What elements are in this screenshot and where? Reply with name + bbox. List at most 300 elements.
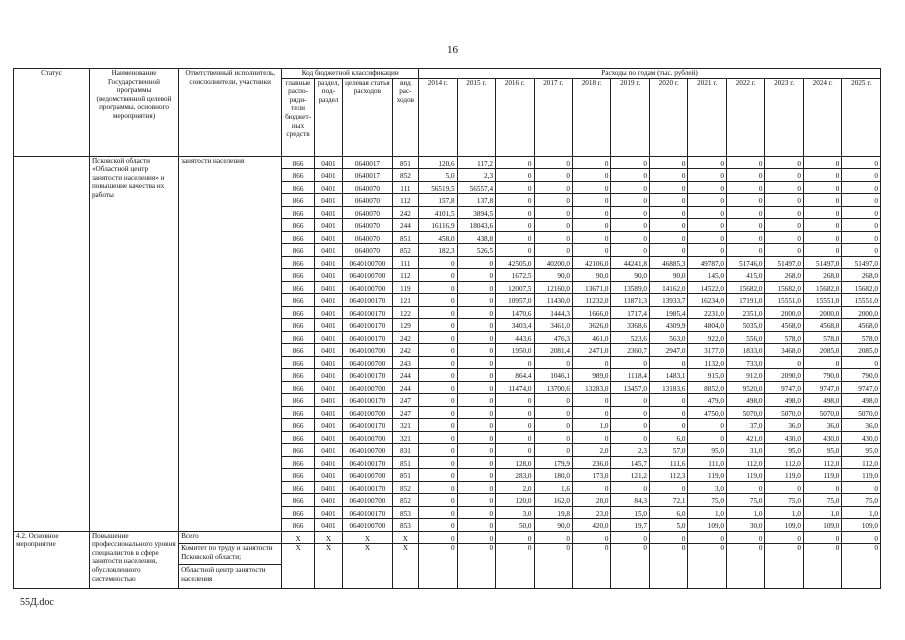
- code-cell: 866: [282, 344, 314, 357]
- code-cell: 0640070: [343, 181, 393, 194]
- code-cell: 0640100170: [343, 419, 393, 432]
- code-cell: 0640070: [343, 244, 393, 257]
- value-cell: 2000,0: [803, 306, 841, 319]
- status-cell: [14, 156, 90, 531]
- code-cell: 0401: [314, 431, 342, 444]
- value-cell: 1,0: [726, 506, 764, 519]
- value-cell: 15551,0: [803, 294, 841, 307]
- value-cell: 128,0: [496, 456, 534, 469]
- code-cell: 866: [282, 406, 314, 419]
- value-cell: 458,0: [419, 231, 457, 244]
- value-cell: 3368,6: [611, 319, 649, 332]
- value-cell: 3177,0: [688, 344, 726, 357]
- value-cell: 0: [611, 219, 649, 232]
- header-year: 2021 г.: [688, 78, 726, 156]
- value-cell: 72,1: [649, 494, 687, 507]
- value-cell: 90,0: [611, 269, 649, 282]
- code-cell: 851: [392, 469, 418, 482]
- header-name: Наименование Государственной программы (ведомственной целевой программы, основного мероприятия): [89, 69, 178, 157]
- value-cell: 36,0: [842, 419, 881, 432]
- value-cell: 2000,0: [842, 306, 881, 319]
- value-cell: 9520,0: [726, 381, 764, 394]
- code-cell: 0401: [314, 481, 342, 494]
- value-cell: 0: [765, 156, 803, 169]
- value-cell: 12160,0: [534, 281, 572, 294]
- participant-center: Областной центр занятости населения: [181, 566, 266, 583]
- code-cell: 866: [282, 519, 314, 532]
- value-cell: 563,0: [649, 331, 687, 344]
- value-cell: 0: [803, 231, 841, 244]
- value-cell: 51497,0: [842, 256, 881, 269]
- value-cell: 0: [688, 231, 726, 244]
- value-cell: 112,0: [765, 456, 803, 469]
- budget-table: [13, 68, 881, 589]
- value-cell: 430,0: [842, 431, 881, 444]
- code-cell: 244: [392, 381, 418, 394]
- value-cell: 0: [649, 219, 687, 232]
- code-cell: 866: [282, 319, 314, 332]
- value-cell: 90,0: [534, 519, 572, 532]
- code-cell: 129: [392, 319, 418, 332]
- value-cell: 120,6: [419, 156, 457, 169]
- value-cell: 0: [765, 244, 803, 257]
- value-cell: 0: [688, 244, 726, 257]
- value-cell: 0: [726, 206, 764, 219]
- value-cell: 0: [419, 469, 457, 482]
- value-cell: 0: [534, 206, 572, 219]
- participant-committee: Комитет по труду и занятости Псковской области;: [181, 544, 273, 561]
- header-year: 2023 г.: [765, 78, 803, 156]
- code-cell: 321: [392, 431, 418, 444]
- value-cell: 0: [726, 544, 764, 589]
- table-row: [14, 531, 881, 544]
- code-cell: 0640100170: [343, 319, 393, 332]
- value-cell: 733,0: [726, 356, 764, 369]
- value-cell: 0: [534, 394, 572, 407]
- value-cell: 0: [496, 356, 534, 369]
- code-cell: 0401: [314, 169, 342, 182]
- value-cell: 0: [573, 481, 611, 494]
- value-cell: 4804,0: [688, 319, 726, 332]
- value-cell: 0: [611, 231, 649, 244]
- value-cell: 415,0: [726, 269, 764, 282]
- header-year: 2014 г.: [419, 78, 457, 156]
- value-cell: 56557,4: [457, 181, 495, 194]
- header-year: 2025 г.: [842, 78, 881, 156]
- value-cell: 0: [842, 544, 881, 589]
- value-cell: 31,0: [726, 444, 764, 457]
- code-cell: 0640100700: [343, 269, 393, 282]
- value-cell: 112,3: [649, 469, 687, 482]
- value-cell: 5,0: [649, 519, 687, 532]
- value-cell: 0: [419, 506, 457, 519]
- value-cell: 0: [573, 194, 611, 207]
- value-cell: 0: [726, 244, 764, 257]
- value-cell: 0: [534, 444, 572, 457]
- value-cell: 0: [688, 194, 726, 207]
- value-cell: 18043,6: [457, 219, 495, 232]
- header-year: 2018 г.: [573, 78, 611, 156]
- header-year: 2017 г.: [534, 78, 572, 156]
- value-cell: 0: [688, 431, 726, 444]
- value-cell: 13671,0: [573, 281, 611, 294]
- budget-table-wrapper: [13, 68, 881, 589]
- value-cell: 0: [419, 419, 457, 432]
- code-cell: 0640070: [343, 231, 393, 244]
- value-cell: 0: [573, 219, 611, 232]
- value-cell: 790,0: [803, 369, 841, 382]
- value-cell: 476,3: [534, 331, 572, 344]
- value-cell: 111,6: [649, 456, 687, 469]
- responsible-cell: [179, 544, 282, 589]
- code-cell: 866: [282, 444, 314, 457]
- code-cell: 0401: [314, 381, 342, 394]
- value-cell: 0: [803, 544, 841, 589]
- value-cell: 145,0: [688, 269, 726, 282]
- value-cell: 14522,0: [688, 281, 726, 294]
- value-cell: 9747,0: [803, 381, 841, 394]
- code-cell: 0401: [314, 419, 342, 432]
- value-cell: 0: [534, 406, 572, 419]
- value-cell: 2090,0: [765, 369, 803, 382]
- value-cell: 0: [803, 531, 841, 544]
- code-cell: 0401: [314, 244, 342, 257]
- value-cell: 11430,0: [534, 294, 572, 307]
- value-cell: 5070,0: [765, 406, 803, 419]
- value-cell: 0: [496, 206, 534, 219]
- value-cell: 0: [457, 481, 495, 494]
- value-cell: 1046,1: [534, 369, 572, 382]
- value-cell: 0: [842, 356, 881, 369]
- value-cell: 1666,0: [573, 306, 611, 319]
- code-cell: 866: [282, 419, 314, 432]
- code-cell: 244: [392, 369, 418, 382]
- value-cell: 0: [649, 419, 687, 432]
- value-cell: 0: [842, 169, 881, 182]
- value-cell: 28,0: [573, 494, 611, 507]
- value-cell: 112,0: [726, 456, 764, 469]
- code-cell: 852: [392, 494, 418, 507]
- value-cell: 95,0: [765, 444, 803, 457]
- value-cell: 2,3: [457, 169, 495, 182]
- code-cell: X: [314, 531, 342, 544]
- value-cell: 0: [688, 156, 726, 169]
- code-cell: 866: [282, 306, 314, 319]
- value-cell: 438,8: [457, 231, 495, 244]
- value-cell: 0: [534, 231, 572, 244]
- header-year: 2022 г.: [726, 78, 764, 156]
- code-cell: 0401: [314, 319, 342, 332]
- program-name-cell: Повышение профессионального уровня специалистов в сфере занятости населения, обусловленного системностью: [89, 531, 178, 589]
- value-cell: 0: [457, 344, 495, 357]
- value-cell: 15682,0: [726, 281, 764, 294]
- value-cell: 162,0: [534, 494, 572, 507]
- value-cell: 12007,5: [496, 281, 534, 294]
- code-cell: 0640017: [343, 156, 393, 169]
- code-cell: 0401: [314, 256, 342, 269]
- code-cell: 0640100700: [343, 256, 393, 269]
- value-cell: 0: [649, 231, 687, 244]
- header-code-col: вид рас-ходов: [392, 78, 418, 156]
- value-cell: 0: [765, 231, 803, 244]
- code-cell: 866: [282, 381, 314, 394]
- value-cell: 119,0: [842, 469, 881, 482]
- code-cell: 0640100700: [343, 344, 393, 357]
- value-cell: 119,0: [688, 469, 726, 482]
- value-cell: 0: [419, 381, 457, 394]
- value-cell: 3,0: [688, 481, 726, 494]
- value-cell: 119,0: [726, 469, 764, 482]
- value-cell: 0: [803, 244, 841, 257]
- value-cell: 0: [457, 506, 495, 519]
- code-cell: 0640100170: [343, 481, 393, 494]
- value-cell: 1483,1: [649, 369, 687, 382]
- code-cell: 0401: [314, 506, 342, 519]
- value-cell: 0: [419, 369, 457, 382]
- code-cell: 0640100170: [343, 294, 393, 307]
- value-cell: 0: [457, 456, 495, 469]
- value-cell: 36,0: [803, 419, 841, 432]
- value-cell: 0: [573, 231, 611, 244]
- value-cell: 109,0: [842, 519, 881, 532]
- value-cell: 5070,0: [842, 406, 881, 419]
- code-cell: 0401: [314, 469, 342, 482]
- value-cell: 0: [419, 269, 457, 282]
- value-cell: 179,9: [534, 456, 572, 469]
- value-cell: 0: [649, 406, 687, 419]
- value-cell: 0: [496, 219, 534, 232]
- value-cell: 0: [649, 206, 687, 219]
- code-cell: 0401: [314, 456, 342, 469]
- value-cell: 3461,0: [534, 319, 572, 332]
- value-cell: 2081,4: [534, 344, 572, 357]
- value-cell: 180,0: [534, 469, 572, 482]
- value-cell: 15551,0: [765, 294, 803, 307]
- code-cell: 0640100700: [343, 281, 393, 294]
- value-cell: 4750,0: [688, 406, 726, 419]
- code-cell: 0640100700: [343, 431, 393, 444]
- value-cell: 0: [573, 394, 611, 407]
- value-cell: 75,0: [726, 494, 764, 507]
- value-cell: 0: [726, 231, 764, 244]
- value-cell: 173,0: [573, 469, 611, 482]
- code-cell: 866: [282, 494, 314, 507]
- value-cell: 2471,0: [573, 344, 611, 357]
- value-cell: 0: [842, 231, 881, 244]
- code-cell: 0640100700: [343, 381, 393, 394]
- value-cell: 10957,0: [496, 294, 534, 307]
- value-cell: 0: [803, 219, 841, 232]
- value-cell: 0: [457, 519, 495, 532]
- code-cell: 112: [392, 194, 418, 207]
- code-cell: 0640100170: [343, 456, 393, 469]
- code-cell: 866: [282, 231, 314, 244]
- value-cell: 268,0: [803, 269, 841, 282]
- value-cell: 498,0: [842, 394, 881, 407]
- value-cell: 461,0: [573, 331, 611, 344]
- code-cell: 242: [392, 331, 418, 344]
- value-cell: 0: [496, 181, 534, 194]
- value-cell: 578,0: [765, 331, 803, 344]
- value-cell: 498,0: [803, 394, 841, 407]
- table-row: [14, 156, 881, 169]
- value-cell: 1985,4: [649, 306, 687, 319]
- value-cell: 0: [611, 169, 649, 182]
- value-cell: 90,0: [649, 269, 687, 282]
- value-cell: 5070,0: [803, 406, 841, 419]
- code-cell: 866: [282, 481, 314, 494]
- value-cell: 0: [457, 544, 495, 589]
- value-cell: 157,8: [419, 194, 457, 207]
- value-cell: 50,0: [496, 519, 534, 532]
- code-cell: 0640100700: [343, 494, 393, 507]
- code-cell: 0401: [314, 306, 342, 319]
- code-cell: 119: [392, 281, 418, 294]
- value-cell: 4568,0: [842, 319, 881, 332]
- code-cell: 247: [392, 406, 418, 419]
- value-cell: 0: [688, 219, 726, 232]
- value-cell: 0: [765, 356, 803, 369]
- value-cell: 14162,0: [649, 281, 687, 294]
- value-cell: 0: [457, 331, 495, 344]
- value-cell: 2000,0: [765, 306, 803, 319]
- value-cell: 84,3: [611, 494, 649, 507]
- value-cell: 578,0: [803, 331, 841, 344]
- code-cell: 0401: [314, 406, 342, 419]
- value-cell: 0: [611, 431, 649, 444]
- code-cell: X: [282, 544, 314, 589]
- header-code-col: целевая статья расходов: [343, 78, 393, 156]
- value-cell: 0: [842, 181, 881, 194]
- divider: [179, 564, 281, 565]
- responsible-cell: занятости населения: [179, 156, 282, 531]
- value-cell: 0: [419, 294, 457, 307]
- value-cell: 95,0: [688, 444, 726, 457]
- value-cell: 0: [611, 206, 649, 219]
- value-cell: 75,0: [765, 494, 803, 507]
- value-cell: 0: [688, 419, 726, 432]
- code-cell: 0640100700: [343, 469, 393, 482]
- value-cell: 109,0: [688, 519, 726, 532]
- value-cell: 4309,9: [649, 319, 687, 332]
- value-cell: 6,0: [649, 506, 687, 519]
- value-cell: 2,0: [496, 481, 534, 494]
- value-cell: 0: [419, 394, 457, 407]
- value-cell: 0: [573, 156, 611, 169]
- value-cell: 0: [534, 169, 572, 182]
- value-cell: 0: [534, 181, 572, 194]
- header-year: 2020 г.: [649, 78, 687, 156]
- header-code-group: Код бюджетной классификации: [282, 69, 419, 79]
- value-cell: 2360,7: [611, 344, 649, 357]
- value-cell: 915,0: [688, 369, 726, 382]
- value-cell: 2,3: [611, 444, 649, 457]
- value-cell: 0: [573, 544, 611, 589]
- value-cell: 0: [534, 544, 572, 589]
- value-cell: 2351,0: [726, 306, 764, 319]
- value-cell: 1,0: [765, 506, 803, 519]
- value-cell: 0: [419, 331, 457, 344]
- code-cell: 0640100170: [343, 394, 393, 407]
- value-cell: 0: [611, 544, 649, 589]
- value-cell: 0: [457, 294, 495, 307]
- code-cell: 0640100700: [343, 519, 393, 532]
- value-cell: 0: [419, 431, 457, 444]
- value-cell: 42106,0: [573, 256, 611, 269]
- value-cell: 1,0: [842, 506, 881, 519]
- header-code-col: раздел, под-раздел: [314, 78, 342, 156]
- value-cell: 90,0: [573, 269, 611, 282]
- code-cell: 0401: [314, 444, 342, 457]
- value-cell: 0: [496, 194, 534, 207]
- value-cell: 0: [611, 481, 649, 494]
- value-cell: 0: [842, 481, 881, 494]
- code-cell: 0401: [314, 269, 342, 282]
- value-cell: 49787,0: [688, 256, 726, 269]
- value-cell: 13283,0: [573, 381, 611, 394]
- value-cell: 0: [726, 219, 764, 232]
- value-cell: 0: [496, 444, 534, 457]
- value-cell: 0: [457, 269, 495, 282]
- value-cell: 0: [688, 206, 726, 219]
- value-cell: 2,0: [573, 444, 611, 457]
- code-cell: 112: [392, 269, 418, 282]
- value-cell: 0: [765, 531, 803, 544]
- value-cell: 0: [457, 531, 495, 544]
- value-cell: 51497,0: [803, 256, 841, 269]
- code-cell: 853: [392, 506, 418, 519]
- value-cell: 0: [534, 156, 572, 169]
- code-cell: 866: [282, 456, 314, 469]
- value-cell: 1470,6: [496, 306, 534, 319]
- code-cell: 0640100170: [343, 331, 393, 344]
- value-cell: 51497,0: [765, 256, 803, 269]
- value-cell: 0: [842, 194, 881, 207]
- code-cell: 852: [392, 481, 418, 494]
- value-cell: 19,8: [534, 506, 572, 519]
- code-cell: X: [343, 531, 393, 544]
- code-cell: 853: [392, 519, 418, 532]
- value-cell: 5,0: [419, 169, 457, 182]
- value-cell: 0: [457, 381, 495, 394]
- value-cell: 4568,0: [765, 319, 803, 332]
- value-cell: 0: [457, 256, 495, 269]
- code-cell: X: [282, 531, 314, 544]
- code-cell: 866: [282, 369, 314, 382]
- value-cell: 0: [419, 281, 457, 294]
- value-cell: 40200,0: [534, 256, 572, 269]
- code-cell: 321: [392, 419, 418, 432]
- responsible-cell: Всего: [179, 531, 282, 544]
- value-cell: 790,0: [842, 369, 881, 382]
- value-cell: 121,2: [611, 469, 649, 482]
- value-cell: 120,0: [496, 494, 534, 507]
- value-cell: 13700,6: [534, 381, 572, 394]
- value-cell: 0: [419, 544, 457, 589]
- value-cell: 0: [649, 394, 687, 407]
- code-cell: 866: [282, 219, 314, 232]
- value-cell: 1,0: [803, 506, 841, 519]
- value-cell: 17191,0: [726, 294, 764, 307]
- value-cell: 0: [534, 244, 572, 257]
- value-cell: 5070,0: [726, 406, 764, 419]
- code-cell: X: [392, 544, 418, 589]
- value-cell: 0: [765, 219, 803, 232]
- code-cell: 866: [282, 356, 314, 369]
- header-year: 2015 г.: [457, 78, 495, 156]
- value-cell: 0: [496, 431, 534, 444]
- code-cell: 0640070: [343, 194, 393, 207]
